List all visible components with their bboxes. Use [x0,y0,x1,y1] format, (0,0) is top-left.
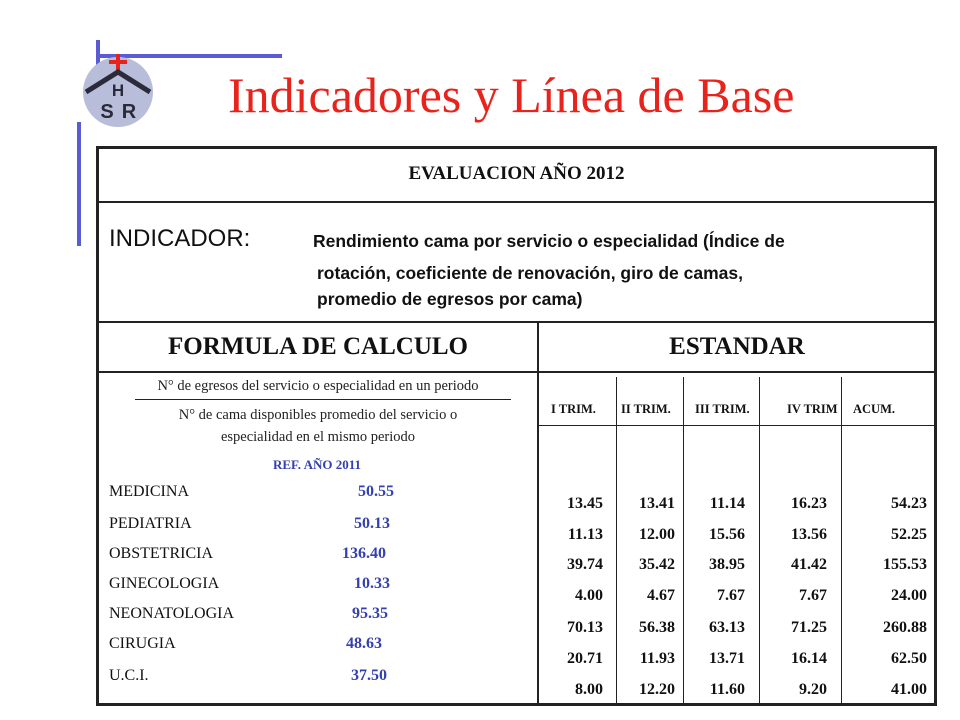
quarter-cell: 15.56 [709,526,745,543]
quarter-cell: 11.60 [709,681,745,698]
quarter-cell: 9.20 [799,681,827,698]
quarter-header: IV TRIM [787,402,838,416]
indicator-panel [96,146,937,706]
quarter-header: I TRIM. [551,402,596,416]
quarter-cell: 62.50 [891,650,927,667]
formula-header: FORMULA DE CALCULO [167,333,468,360]
reference-label: REF. AÑO 2011 [272,457,361,472]
reference-value: 10.33 [354,575,390,592]
indicator-label: INDICADOR: [109,225,251,252]
reference-value: 50.13 [354,515,390,532]
divider [99,371,934,373]
quarter-cell: 70.13 [567,619,603,636]
quarter-header-line [539,425,934,426]
quarter-cell: 54.23 [891,495,927,512]
quarter-cell: 56.38 [639,619,675,636]
reference-service-label: PEDIATRIA [109,515,192,532]
reference-value: 95.35 [352,605,388,622]
divider [99,201,934,203]
quarter-cell: 13.45 [567,495,603,512]
quarter-cell: 63.13 [709,619,745,636]
logo-letter-s: S [100,101,114,123]
quarter-header: III TRIM. [695,402,750,416]
reference-value: 50.55 [358,483,394,500]
formula-denominator-2: especialidad en el mismo periodo [220,429,416,445]
reference-service-label: CIRUGIA [109,635,176,652]
quarter-cell: 4.00 [575,587,603,604]
reference-service-label: MEDICINA [109,483,189,500]
quarter-cell: 155.53 [883,556,927,573]
formula-numerator: N° de egresos del servicio o especialidad en un periodo [157,378,479,394]
quarter-cell: 71.25 [791,619,827,636]
quarter-cell: 11.13 [567,526,603,543]
reference-service-label: U.C.I. [109,667,149,684]
quarter-header: II TRIM. [621,402,671,416]
reference-value: 37.50 [351,667,387,684]
quarter-cell: 12.20 [639,681,675,698]
quarter-cell: 35.42 [639,556,675,573]
reference-service-label: GINECOLOGIA [109,575,220,592]
quarter-cell: 11.14 [709,495,745,512]
divider [99,321,934,323]
decor-bar-left [77,122,81,246]
quarter-header: ACUM. [853,402,896,416]
reference-value: 136.40 [342,545,386,562]
quarter-cell: 39.74 [567,556,603,573]
quarter-cell: 41.00 [891,681,927,698]
quarter-cell: 260.88 [883,619,927,636]
reference-service-label: NEONATOLOGIA [109,605,235,622]
quarter-cell: 11.93 [639,650,675,667]
quarter-cell: 12.00 [639,526,675,543]
quarter-cell: 7.67 [799,587,827,604]
formula-denominator-1: N° de cama disponibles promedio del servicio o [178,407,458,423]
reference-service-label: OBSTETRICIA [109,545,213,562]
indicator-line-1: Rendimiento cama por servicio o especialidad (Índice de [313,231,785,251]
quarter-cell: 7.67 [717,587,745,604]
hospital-logo [80,52,156,128]
quarter-cell: 8.00 [575,681,603,698]
quarter-cell: 13.41 [639,495,675,512]
standard-header: ESTANDAR [669,333,805,360]
quarter-cell: 4.67 [647,587,675,604]
quarter-cell: 16.14 [791,650,827,667]
evaluation-title: EVALUACION AÑO 2012 [408,163,625,184]
quarter-cell: 38.95 [709,556,745,573]
indicator-line-2: rotación, coeficiente de renovación, giro de camas, [317,263,743,283]
quarter-cell: 24.00 [891,587,927,604]
quarter-cell: 13.71 [709,650,745,667]
quarter-cell: 41.42 [791,556,827,573]
logo-letter-h: H [111,81,125,100]
quarter-cell: 52.25 [891,526,927,543]
indicator-line-3: promedio de egresos por cama) [317,289,583,309]
quarter-cell: 13.56 [791,526,827,543]
quarter-cell: 16.23 [791,495,827,512]
fraction-line [135,399,511,400]
quarter-cell: 20.71 [567,650,603,667]
logo-letter-r: R [121,101,137,123]
reference-value: 48.63 [346,635,382,652]
page-title: Indicadores y Línea de Base [228,67,795,123]
